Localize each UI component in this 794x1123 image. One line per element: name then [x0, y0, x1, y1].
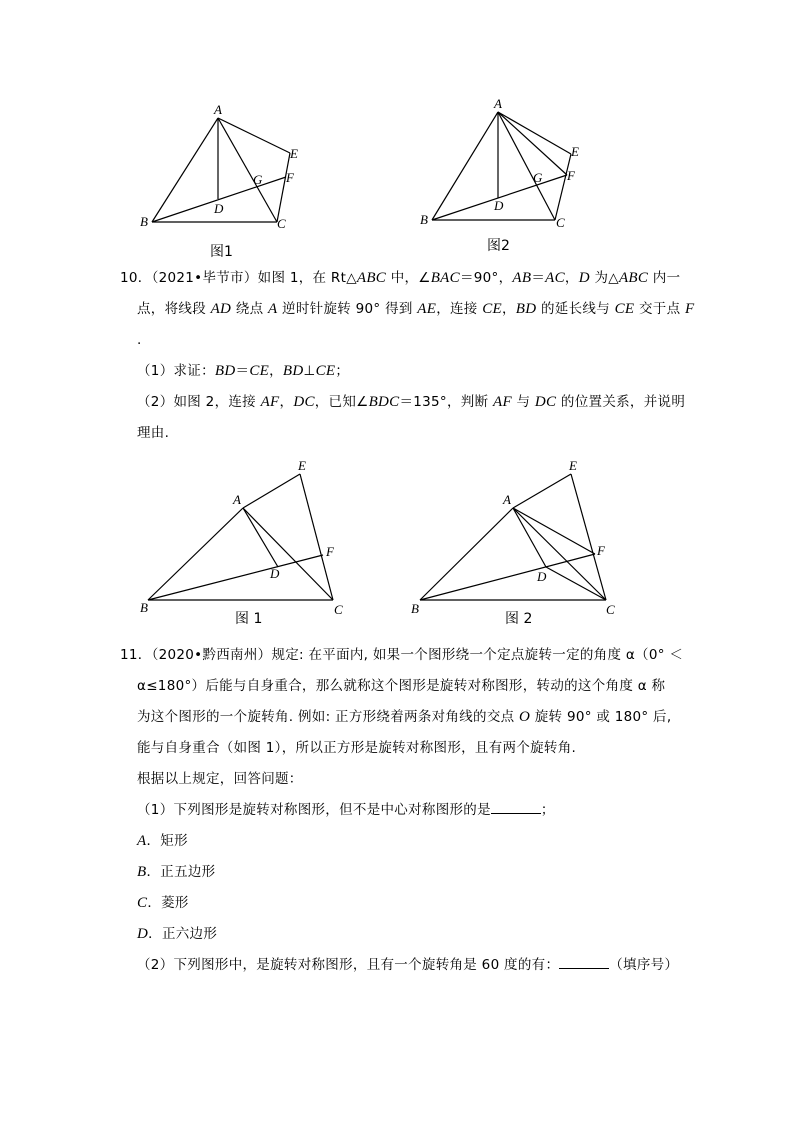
text: ＝90°， — [459, 270, 513, 286]
option-letter: C — [137, 895, 148, 911]
q11-line-5: 根据以上规定，回答问题： — [137, 771, 303, 787]
text: ⊥ — [303, 363, 316, 379]
label-e: E — [290, 146, 298, 161]
text: 为这个图形的一个旋转角. 例如: 正方形绕着两条对角线的交点 — [137, 709, 520, 725]
segment-bf — [420, 554, 595, 600]
figure-top-right — [410, 92, 600, 260]
text: （1）求证： — [137, 363, 215, 379]
q10-line-2 — [137, 300, 694, 318]
segment-ac — [513, 508, 606, 600]
label-c: C — [556, 215, 565, 230]
segment-ab — [152, 118, 218, 222]
math: AB — [512, 270, 532, 286]
math: BD — [282, 363, 304, 379]
math: AE — [417, 301, 437, 317]
text: 逆时针旋转 90° 得到 — [277, 301, 418, 317]
math: DC — [534, 394, 557, 410]
label-c: C — [277, 216, 286, 231]
figure-caption: 图 1 — [235, 611, 263, 627]
label-d: D — [214, 201, 224, 216]
math: AC — [545, 270, 565, 286]
text: 为△ — [589, 270, 619, 286]
option-text: ．菱形 — [147, 895, 189, 911]
label-c: C — [334, 602, 343, 617]
option-letter: B — [137, 864, 147, 880]
segment-ab — [148, 508, 243, 600]
figure-mid-left — [130, 450, 360, 635]
text: 的延长线与 — [536, 301, 615, 317]
text: 内一 — [648, 270, 681, 286]
text: ； — [335, 363, 350, 379]
answer-blank[interactable] — [491, 801, 541, 814]
q11-option-d — [137, 925, 217, 943]
label-d: D — [270, 566, 280, 581]
label-b: B — [420, 212, 428, 227]
segment-ac — [218, 118, 277, 222]
text: （2）下列图形中，是旋转对称图形，且有一个旋转角是 60 度的有： — [137, 957, 560, 973]
text: ， — [269, 363, 283, 379]
label-g: G — [533, 170, 543, 185]
segment-ae — [513, 474, 571, 508]
figure-caption: 图1 — [210, 244, 233, 260]
label-d: D — [494, 198, 504, 213]
label-e: E — [298, 458, 306, 473]
segment-af — [498, 112, 567, 175]
label-a: A — [233, 492, 241, 507]
text: ＝ — [235, 363, 250, 379]
text: 旋转 90° 或 180° 后, — [530, 709, 672, 725]
label-f: F — [597, 543, 605, 558]
q10-part-2 — [137, 393, 685, 411]
label-a: A — [503, 492, 511, 507]
option-text: ．矩形 — [146, 833, 188, 849]
math: BDC — [368, 394, 400, 410]
text: ＝135°，判断 — [399, 394, 493, 410]
segment-ec — [571, 474, 606, 600]
segment-dc — [546, 567, 606, 600]
label-f: F — [567, 168, 575, 183]
label-c: C — [606, 602, 615, 617]
q11-option-b — [137, 863, 215, 881]
segment-ec — [277, 153, 290, 222]
label-g: G — [253, 172, 263, 187]
text: ， — [501, 301, 516, 317]
label-a: A — [214, 102, 222, 117]
math: AF — [492, 394, 512, 410]
math: O — [519, 709, 531, 725]
segment-ad — [243, 508, 278, 567]
segment-ec — [300, 474, 333, 600]
math: CE — [249, 363, 270, 379]
text: ， — [564, 270, 579, 286]
text: ， — [279, 394, 294, 410]
text: ，已知∠ — [314, 394, 369, 410]
math: A — [268, 301, 278, 317]
math: AD — [210, 301, 232, 317]
text: 绕点 — [231, 301, 268, 317]
segment-ab — [432, 112, 498, 220]
label-d: D — [537, 569, 547, 584]
label-f: F — [286, 170, 294, 185]
segment-ec — [555, 154, 571, 220]
label-a: A — [494, 96, 502, 111]
q10-line-3: . — [137, 332, 142, 348]
figure-caption: 图 2 — [505, 611, 533, 627]
text: （填序号） — [609, 957, 679, 973]
label-b: B — [140, 600, 148, 615]
text: 交于点 — [634, 301, 685, 317]
math: BD — [214, 363, 236, 379]
segment-ae — [218, 118, 290, 153]
text: ，连接 — [436, 301, 483, 317]
q10-part-1 — [137, 362, 349, 380]
figure-top-left — [130, 98, 320, 266]
math: DC — [293, 394, 315, 410]
math: D — [578, 270, 590, 286]
q11-part-1 — [137, 801, 555, 819]
segment-ae — [243, 474, 300, 508]
segment-ac — [243, 508, 333, 600]
segment-bf — [148, 555, 323, 600]
q11-option-a — [137, 832, 188, 850]
q10-line-1 — [120, 269, 680, 287]
math: CE — [315, 363, 336, 379]
text: ＝ — [531, 270, 546, 286]
text: ； — [540, 802, 555, 818]
q11-part-2 — [137, 956, 678, 974]
label-e: E — [571, 144, 579, 159]
math: CE — [482, 301, 502, 317]
math: BD — [515, 301, 537, 317]
q11-line-4: 能与自身重合（如图 1），所以正方形是旋转对称图形，且有两个旋转角. — [137, 740, 577, 756]
text: 与 — [511, 394, 535, 410]
text: （1）下列图形是旋转对称图形，但不是中心对称图形的是 — [137, 802, 491, 818]
label-b: B — [140, 214, 148, 229]
q11-line-2: α≤180°）后能与自身重合，那么就称这个图形是旋转对称图形，转动的这个角度 α 称 — [137, 678, 666, 694]
math: ABC — [618, 270, 649, 286]
label-e: E — [569, 458, 577, 473]
math: CE — [614, 301, 635, 317]
math: F — [684, 301, 695, 317]
math: BAC — [430, 270, 460, 286]
q11-line-1: 11．（2020•黔西南州）规定: 在平面内, 如果一个图形绕一个定点旋转一定的角度 α（0° ＜ — [120, 647, 684, 663]
text: 中，∠ — [386, 270, 431, 286]
option-text: ．正六边形 — [148, 926, 218, 942]
option-text: ．正五边形 — [146, 864, 216, 880]
figure-mid-right — [400, 450, 630, 635]
q11-line-3 — [137, 708, 671, 726]
label-f: F — [326, 544, 334, 559]
text: 的位置关系，并说明 — [556, 394, 686, 410]
math: ABC — [356, 270, 387, 286]
option-letter: A — [137, 833, 147, 849]
label-b: B — [411, 601, 419, 616]
text: 点，将线段 — [137, 301, 211, 317]
q10-part-2-cont: 理由. — [137, 425, 170, 441]
segment-ab — [420, 508, 513, 600]
answer-blank[interactable] — [559, 956, 609, 969]
text: 10．（2021•毕节市）如图 1，在 Rt△ — [120, 270, 357, 286]
q11-option-c — [137, 894, 189, 912]
figure-caption: 图2 — [487, 238, 510, 254]
option-letter: D — [137, 926, 149, 942]
text: （2）如图 2，连接 — [137, 394, 261, 410]
math: AF — [260, 394, 280, 410]
